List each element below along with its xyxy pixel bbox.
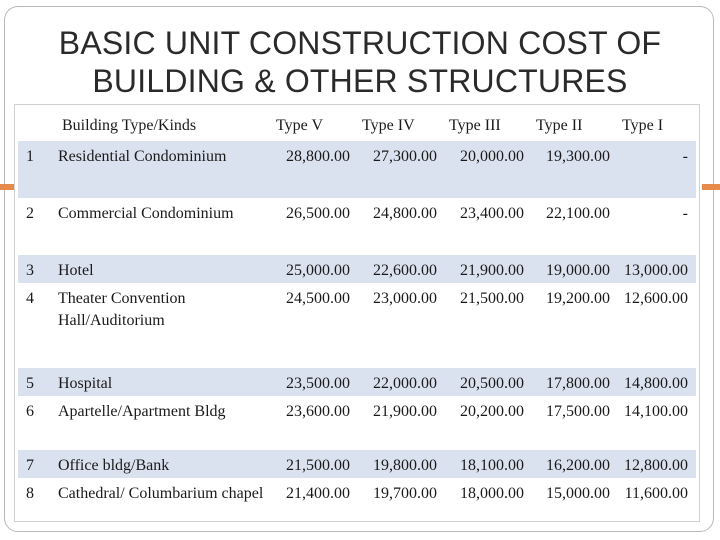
header-type-i: Type I [622,117,664,134]
cost-type-v: 23,500.00 [272,368,358,396]
cost-type-i: 13,000.00 [618,255,696,283]
row-number: 5 [18,368,54,396]
cost-type-iv: 22,000.00 [358,368,445,396]
title-line-2: BUILDING & OTHER STRUCTURES [92,63,628,99]
building-kind: Residential Condominium [54,141,272,198]
cost-type-i: 11,600.00 [624,485,688,502]
cost-type-ii: 19,000.00 [532,255,618,283]
cost-type-ii: 22,100.00 [546,205,610,222]
building-kind: Hospital [54,368,272,396]
row-number: 4 [26,290,34,307]
table-row [18,450,696,478]
header-building-type: Building Type/Kinds [62,117,197,134]
cost-type-v: 24,500.00 [286,290,350,307]
row-number: 1 [18,141,54,198]
row-number: 8 [26,485,34,502]
cost-type-v: 26,500.00 [286,205,350,222]
cost-type-i: 14,800.00 [618,368,696,396]
cost-type-i: 12,800.00 [618,450,696,478]
cost-type-iii: 21,900.00 [445,255,532,283]
row-number: 6 [26,403,34,420]
building-kind: Apartelle/Apartment Bldg [58,403,226,420]
cost-type-iv: 19,700.00 [373,485,437,502]
building-kind: Hotel [54,255,272,283]
cost-type-iv: 22,600.00 [358,255,445,283]
cost-type-iii: 21,500.00 [460,290,524,307]
header-type-iii: Type III [449,117,501,134]
table-row [18,198,696,255]
building-kind: Cathedral/ Columbarium chapel [58,485,264,502]
header-type-v: Type V [276,117,324,134]
cost-type-iii: 20,000.00 [445,141,532,198]
cost-type-iii: 20,500.00 [445,368,532,396]
cost-type-v: 28,800.00 [272,141,358,198]
cost-type-iii: 23,400.00 [460,205,524,222]
cost-type-ii: 17,800.00 [532,368,618,396]
table-row [18,368,696,396]
cost-type-i: 14,100.00 [624,403,688,420]
header-type-iv: Type IV [362,117,415,134]
header-no [18,111,54,141]
cost-type-v: 25,000.00 [272,255,358,283]
table-row [18,396,696,450]
cost-type-ii: 17,500.00 [546,403,610,420]
right-accent-bar [702,184,720,190]
cost-type-v: 21,500.00 [272,450,358,478]
cost-type-ii: 16,200.00 [532,450,618,478]
cost-type-iv: 24,800.00 [373,205,437,222]
cost-type-ii: 19,300.00 [532,141,618,198]
cost-type-iv: 23,000.00 [373,290,437,307]
cost-type-iii: 18,000.00 [460,485,524,502]
cost-type-v: 23,600.00 [286,403,350,420]
cost-table [18,111,696,532]
cost-type-v: 21,400.00 [286,485,350,502]
cost-type-i: 12,600.00 [624,290,688,307]
building-kind: Commercial Condominium [58,205,234,222]
building-kind: Theater Convention Hall/Auditorium [58,290,186,329]
header-type-ii: Type II [536,117,583,134]
cost-type-iv: 27,300.00 [358,141,445,198]
table-header-row [18,111,696,141]
row-number: 3 [18,255,54,283]
row-number: 2 [26,205,34,222]
building-kind: Office bldg/Bank [54,450,272,478]
table-row [18,283,696,368]
cost-type-iii: 18,100.00 [445,450,532,478]
row-number: 7 [18,450,54,478]
cost-type-iv: 19,800.00 [358,450,445,478]
table-row [18,478,696,532]
cost-type-ii: 19,200.00 [546,290,610,307]
slide-title [0,24,720,100]
cost-type-i: - [682,205,688,222]
title-line-1: BASIC UNIT CONSTRUCTION COST OF [58,25,662,61]
table-row [18,255,696,283]
cost-type-iv: 21,900.00 [373,403,437,420]
table-row [18,141,696,198]
cost-type-ii: 15,000.00 [546,485,610,502]
cost-type-i: - [618,141,696,198]
cost-table-container [14,104,700,522]
cost-type-iii: 20,200.00 [460,403,524,420]
